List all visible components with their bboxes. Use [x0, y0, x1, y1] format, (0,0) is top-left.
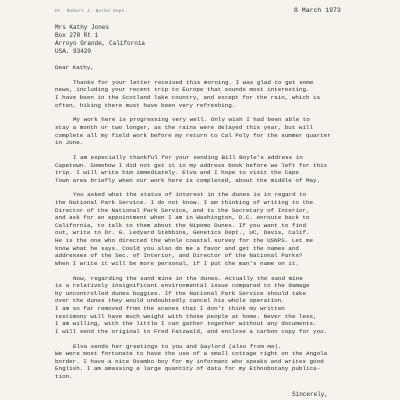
- text-line: Elva sends her greetings to you and Gaylord (also from me).: [73, 342, 282, 350]
- text-line: complete all my field work before my return to Cal Poly for the summer quarter: [55, 131, 331, 139]
- text-line: We were most fortunate to have the use of a small cottage right on the Angola: [55, 350, 328, 358]
- text-line: He is the one who directed the whole coastal survey for the USNPS. Let me: [55, 237, 314, 245]
- text-line: tion.: [55, 372, 73, 380]
- text-line: When I write it will be more personal, if I put the man's name on it.: [55, 259, 299, 267]
- text-line: Now, regarding the sand mine in the dunes. Actually the sand mine: [73, 274, 303, 282]
- text-line: in June.: [55, 139, 84, 147]
- text-line: I will send the original to Fred Fatzwald, and enclose a carbon copy for you.: [55, 327, 328, 335]
- text-line: Capetown. Somehow I did not get it in my address book before we left for this: [55, 161, 328, 169]
- address-line: Box 278 Rt 1: [55, 32, 99, 39]
- letterhead: Dr. Robert J. Burke Dept.: [55, 9, 128, 14]
- text-line: Director of the National Park Service, and to the Secretary of Interior,: [55, 206, 310, 214]
- paragraph: [55, 343, 385, 381]
- text-line: news, including your recent trip to Europe that sounds most interesting.: [55, 86, 310, 94]
- address-line: Mrs Kathy Jones: [55, 24, 110, 31]
- text-line: know what he says. Could you also do me a favor and get the names and: [55, 244, 299, 252]
- letter-body: [55, 64, 385, 388]
- recipient-address: [55, 24, 145, 56]
- text-line: border. I have a nice Ovambo boy for my informant who speaks and writes good: [55, 357, 324, 365]
- address-line: Arroyo Grande, California: [55, 40, 146, 47]
- letter-date: 8 March 1973: [294, 7, 341, 14]
- text-line: My work here is progressing very well. Only wish I had been able to: [73, 116, 310, 124]
- paragraph: [55, 275, 385, 336]
- text-line: California, to talk to them about the Nipomo Dunes. If you want to find: [55, 221, 306, 229]
- paragraph: [55, 116, 385, 146]
- text-line: trip. I will write him immediately. Elva and I hope to visit the Cape: [55, 169, 299, 177]
- text-line: English. I am amassing a large quantity of data for my Ethnobotany publica-: [55, 365, 321, 373]
- address-line: USA. 93420: [55, 48, 92, 55]
- text-line: out, write to Dr. G. Ledyard Stebbins, Genetics Dept., UC, Davis, Calif.: [55, 229, 310, 237]
- paragraphs: [55, 79, 385, 381]
- text-line: I have been in the Scotland lake country, and except for the rain, which is: [55, 93, 321, 101]
- closing: Sincerely,: [292, 391, 329, 398]
- text-line: I am especially thankful for your sending Bill Boyle's address in: [73, 153, 303, 161]
- text-line: and ask for an appointment when I am in Washington, D.C. enroute back to: [55, 214, 310, 222]
- text-line: is a relatively insignificant environmental issue compared to the damage: [55, 282, 310, 290]
- text-line: You asked what the status of interest in the dunes is in regard to: [73, 191, 307, 199]
- salutation: Dear Kathy,: [55, 64, 94, 71]
- text-line: often, hiking there must have been very refreshing.: [55, 101, 236, 109]
- paragraph: [55, 79, 385, 109]
- paragraph: [55, 154, 385, 184]
- text-line: addresses of the Sec. of Interior, and Director of the National Parks?: [55, 252, 303, 260]
- text-line: by uncontrolled dunes buggies. If the National Park Service should take: [55, 289, 306, 297]
- text-line: Town area briefly when our work here is completed, about the middle of May.: [55, 176, 321, 184]
- paragraph: [55, 191, 385, 267]
- text-line: over the dunes they would undoubtedly cancel his whole operation.: [55, 297, 285, 305]
- text-line: I am so far removed from the scenes that I don't think my written: [55, 304, 285, 312]
- text-line: testimony will have much weight with those people at home. Never the less,: [55, 312, 317, 320]
- text-line: I am willing, with the little I can gather together without any documents.: [55, 320, 317, 328]
- text-line: Thanks for your letter received this morning. I was glad to get some: [73, 78, 314, 86]
- text-line: stay a month or two longer, as the rains were delayed this year, but will: [55, 123, 314, 131]
- text-line: the National Park Service. I do not know. I am thinking of writing to the: [55, 199, 314, 207]
